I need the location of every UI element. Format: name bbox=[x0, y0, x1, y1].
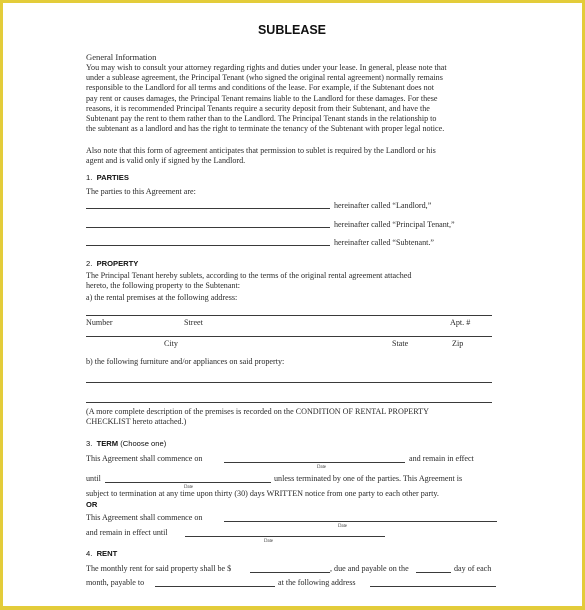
general-info-line: under a sublease agreement, the Principal Tenant (who signed the original rental agreement) normally remains bbox=[86, 73, 443, 83]
general-info-line: You may wish to consult your attorney regarding rights and duties under your lease. In general, please note that bbox=[86, 63, 447, 72]
city-label: City bbox=[164, 339, 178, 348]
general-info-line: reasons, it is recommended Principal Tenants require a security deposit from their Subtenant, and have the bbox=[86, 103, 430, 113]
section-heading-rent: 4. RENT bbox=[86, 549, 118, 558]
general-info-line: responsible to the Landlord for all terms and conditions of the lease. For example, if the Subtenant does not bbox=[86, 83, 434, 93]
date-caption: Date bbox=[184, 485, 194, 490]
note-line: agent and is valid only if signed by the Landlord. bbox=[86, 156, 246, 166]
payable-to-label: month, payable to bbox=[86, 578, 145, 587]
furniture-line-1[interactable] bbox=[86, 382, 492, 383]
term-end-date-field-2[interactable] bbox=[185, 536, 385, 537]
address-line-city[interactable] bbox=[86, 336, 492, 337]
property-intro-line: The Principal Tenant hereby sublets, according to the terms of the original rental agreement attached bbox=[86, 271, 412, 280]
checklist-note bbox=[86, 407, 498, 427]
general-info-heading: General Information bbox=[86, 52, 157, 62]
general-info-paragraph bbox=[86, 63, 498, 134]
monthly-rent-label: The monthly rent for said property shall be $ bbox=[86, 564, 232, 573]
property-intro bbox=[86, 271, 498, 291]
checklist-line: CHECKLIST hereto attached.) bbox=[86, 417, 187, 427]
rent-due-day-field[interactable] bbox=[416, 572, 451, 573]
sublease-document bbox=[86, 3, 498, 610]
date-caption: Date bbox=[264, 539, 274, 544]
principal-tenant-name-field[interactable] bbox=[86, 227, 330, 228]
principal-tenant-label: hereinafter called “Principal Tenant,” bbox=[334, 220, 455, 229]
landlord-permission-note bbox=[86, 146, 498, 166]
term-start-date-field[interactable] bbox=[224, 462, 405, 463]
furniture-line-2[interactable] bbox=[86, 402, 492, 403]
subtenant-name-field[interactable] bbox=[86, 245, 330, 246]
apt-label: Apt. # bbox=[450, 318, 471, 327]
term-commence-label: This Agreement shall commence on bbox=[86, 454, 203, 463]
state-label: State bbox=[392, 339, 409, 348]
property-intro-line: hereto, the following property to the Subtenant: bbox=[86, 281, 240, 291]
section-heading-parties: 1. PARTIES bbox=[86, 173, 129, 182]
termination-notice-text: subject to termination at any time upon thirty (30) days WRITTEN notice from one party to each other party. bbox=[86, 489, 439, 498]
zip-label: Zip bbox=[452, 339, 464, 348]
rent-amount-field[interactable] bbox=[250, 572, 330, 573]
term-until-label: until bbox=[86, 474, 101, 483]
general-info-line: the subtenant as a landlord and has the right to terminate the tenancy of the Subtenant with proper legal notice. bbox=[86, 124, 445, 134]
street-label: Street bbox=[184, 318, 203, 327]
date-caption: Date bbox=[317, 465, 327, 470]
section-heading-property: 2. PROPERTY bbox=[86, 259, 139, 268]
parties-intro: The parties to this Agreement are: bbox=[86, 187, 196, 196]
day-of-each-label: day of each bbox=[454, 564, 492, 573]
remain-until-label: and remain in effect until bbox=[86, 528, 168, 537]
document-title: SUBLEASE bbox=[257, 23, 327, 37]
number-label: Number bbox=[86, 318, 113, 327]
payment-address-field[interactable] bbox=[370, 586, 496, 587]
term-remain-label: and remain in effect bbox=[409, 454, 474, 463]
term-commence-label-2: This Agreement shall commence on bbox=[86, 513, 203, 522]
landlord-label: hereinafter called “Landlord,” bbox=[334, 201, 432, 210]
term-or-label: OR bbox=[86, 500, 98, 509]
following-address-label: at the following address bbox=[278, 578, 356, 587]
section-heading-term: 3. TERM (Choose one) bbox=[86, 439, 167, 448]
bottom-fade bbox=[3, 588, 585, 610]
subtenant-label: hereinafter called “Subtenant.” bbox=[334, 238, 434, 247]
term-start-date-field-2[interactable] bbox=[224, 521, 497, 522]
payee-field[interactable] bbox=[155, 586, 275, 587]
landlord-name-field[interactable] bbox=[86, 208, 330, 209]
item-b-furniture: b) the following furniture and/or appliances on said property: bbox=[86, 357, 285, 366]
general-info-line: pay rent or causes damages, the Principal Tenant remains liable to the Landlord for these damages. For these bbox=[86, 93, 438, 103]
general-info-line: Subtenant pay the rent to them rather than to the Landlord. The Principal Tenant stands in the relationship to bbox=[86, 114, 437, 124]
item-a-address: a) the rental premises at the following address: bbox=[86, 293, 238, 302]
note-line: Also note that this form of agreement anticipates that permission to sublet is required by the Landlord or his bbox=[86, 146, 436, 155]
date-caption: Date bbox=[338, 524, 348, 529]
due-payable-label: , due and payable on the bbox=[330, 564, 409, 573]
checklist-line: (A more complete description of the premises is recorded on the CONDITION OF RENTAL PROPERTY bbox=[86, 407, 429, 416]
address-line-street[interactable] bbox=[86, 315, 492, 316]
unless-terminated-text: unless terminated by one of the parties. This Agreement is bbox=[274, 474, 463, 483]
